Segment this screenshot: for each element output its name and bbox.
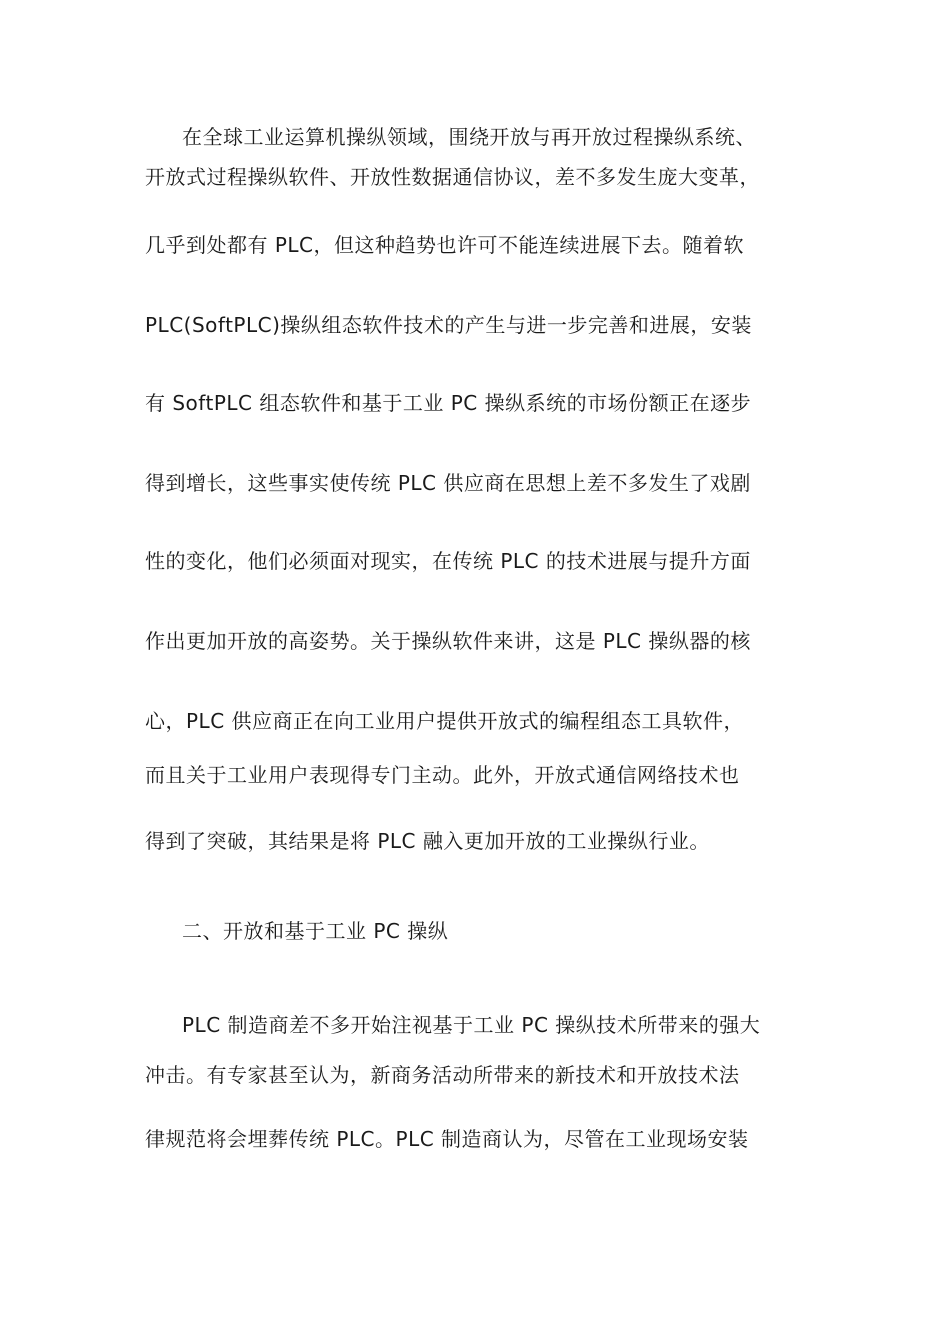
paragraph-1-line-5: 有 SoftPLC 组态软件和基于工业 PC 操纵系统的市场份额正在逐步 [145, 391, 752, 415]
section-heading: 二、开放和基于工业 PC 操纵 [182, 919, 449, 943]
paragraph-1-line-9: 心，PLC 供应商正在向工业用户提供开放式的编程组态工具软件， [145, 709, 745, 733]
paragraph-1-line-7: 性的变化，他们必须面对现实，在传统 PLC 的技术进展与提升方面 [145, 549, 751, 573]
paragraph-2-line-2: 冲击。有专家甚至认为，新商务活动所带来的新技术和开放技术法 [145, 1063, 740, 1087]
paragraph-1-line-10: 而且关于工业用户表现得专门主动。此外，开放式通信网络技术也 [145, 763, 740, 787]
paragraph-1-line-8: 作出更加开放的高姿势。关于操纵软件来讲，这是 PLC 操纵器的核 [145, 629, 751, 653]
paragraph-2-line-1: PLC 制造商差不多开始注视基于工业 PC 操纵技术所带来的强大 [182, 1013, 761, 1037]
paragraph-1-line-6: 得到增长，这些事实使传统 PLC 供应商在思想上差不多发生了戏剧 [145, 471, 751, 495]
paragraph-2-line-3: 律规范将会埋葬传统 PLC。PLC 制造商认为，尽管在工业现场安装 [145, 1127, 749, 1151]
paragraph-1-line-4: PLC(SoftPLC)操纵组态软件技术的产生与进一步完善和进展，安装 [145, 313, 752, 337]
paragraph-1-line-11: 得到了突破，其结果是将 PLC 融入更加开放的工业操纵行业。 [145, 829, 710, 853]
paragraph-1-line-1: 在全球工业运算机操纵领域，围绕开放与再开放过程操纵系统、 [182, 125, 756, 149]
paragraph-1-line-2: 开放式过程操纵软件、开放性数据通信协议，差不多发生庞大变革， [145, 165, 760, 189]
paragraph-1-line-3: 几乎到处都有 PLC，但这种趋势也许可不能连续进展下去。随着软 [145, 233, 745, 257]
